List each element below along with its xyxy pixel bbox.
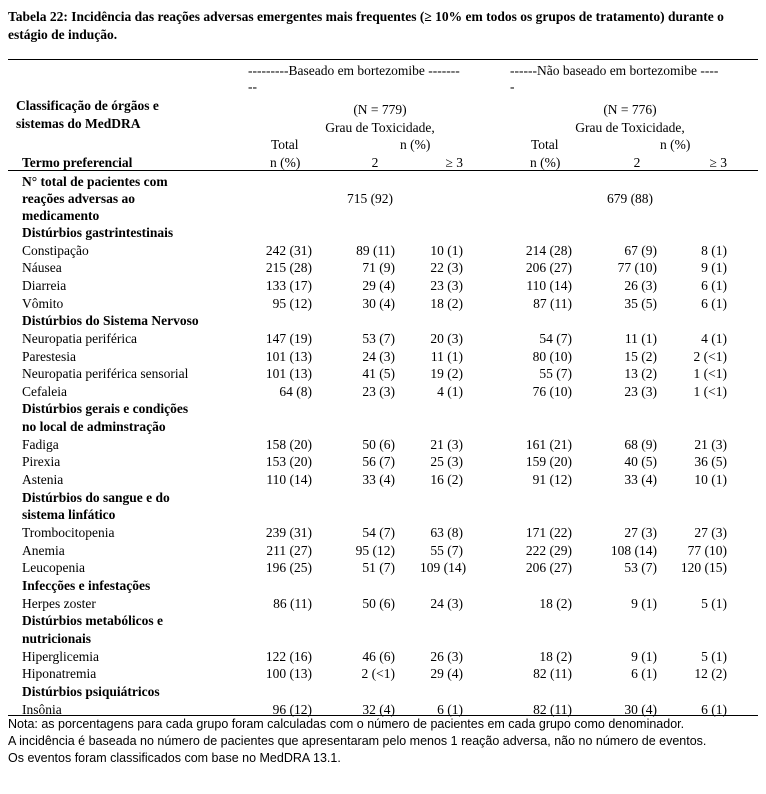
total-row-group1-value: 715 (92)	[346, 191, 394, 206]
value-cell: 21 (3)	[430, 437, 463, 452]
value-cell: 36 (5)	[694, 454, 727, 469]
value-cell: 46 (6)	[362, 649, 395, 664]
note-line: Nota: as porcentagens para cada grupo foram calculadas com o número de pacientes em cada grupo como denominador.	[8, 717, 685, 731]
group2-total-label: Total	[531, 137, 559, 152]
value-cell: 77 (10)	[687, 543, 727, 558]
group1-grade2: 2	[371, 155, 379, 170]
value-cell: 55 (7)	[430, 543, 463, 558]
term-cell: Anemia	[22, 543, 65, 558]
value-cell: 91 (12)	[532, 472, 572, 487]
value-cell: 109 (14)	[420, 560, 467, 575]
value-cell: 108 (14)	[610, 543, 657, 558]
value-cell: 206 (27)	[525, 260, 572, 275]
value-cell: 6 (1)	[701, 296, 727, 311]
table-title: Tabela 22: Incidência das reações adversas emergentes mais frequentes (≥ 10% em todos os grupos de tratamento) durante o estágio de indução.	[8, 9, 724, 42]
value-cell: 161 (21)	[525, 437, 572, 452]
value-cell: 196 (25)	[265, 560, 312, 575]
group2-npct-label: n (%)	[660, 137, 691, 152]
value-cell: 22 (3)	[430, 260, 463, 275]
group1-label-continuation: --	[248, 79, 257, 94]
term-cell: Náusea	[22, 260, 62, 275]
value-cell: 171 (22)	[525, 525, 572, 540]
value-cell: 21 (3)	[694, 437, 727, 452]
term-cell: Astenia	[22, 472, 64, 487]
value-cell: 8 (1)	[701, 243, 727, 258]
value-cell: 100 (13)	[265, 666, 312, 681]
section-heading-line: nutricionais	[22, 631, 92, 646]
section-heading: Distúrbios psiquiátricos	[22, 684, 160, 699]
value-cell: 50 (6)	[362, 437, 395, 452]
group2-label: ------Não baseado em bortezomibe ----	[510, 63, 719, 78]
value-cell: 18 (2)	[430, 296, 463, 311]
value-cell: 30 (4)	[362, 296, 395, 311]
value-cell: 80 (10)	[532, 349, 572, 364]
section-heading: Distúrbios do sangue e do	[22, 490, 170, 505]
value-cell: 5 (1)	[701, 596, 727, 611]
value-cell: 222 (29)	[525, 543, 572, 558]
value-cell: 133 (17)	[265, 278, 312, 293]
value-cell: 12 (2)	[694, 666, 727, 681]
note-line: A incidência é baseada no número de pacientes que apresentaram pelo menos 1 reação adversa, não no número de eventos.	[8, 734, 707, 748]
total-row-group2-value: 679 (88)	[606, 191, 654, 206]
value-cell: 122 (16)	[265, 649, 312, 664]
value-cell: 40 (5)	[624, 454, 657, 469]
value-cell: 6 (1)	[631, 666, 657, 681]
value-cell: 20 (3)	[430, 331, 463, 346]
value-cell: 55 (7)	[539, 366, 572, 381]
value-cell: 35 (5)	[624, 296, 657, 311]
value-cell: 87 (11)	[533, 296, 572, 311]
value-cell: 76 (10)	[532, 384, 572, 399]
value-cell: 239 (31)	[265, 525, 312, 540]
value-cell: 56 (7)	[362, 454, 395, 469]
value-cell: 68 (9)	[624, 437, 657, 452]
term-cell: Cefaleia	[22, 384, 67, 399]
table-top-rule	[8, 59, 758, 60]
value-cell: 5 (1)	[701, 649, 727, 664]
value-cell: 63 (8)	[430, 525, 463, 540]
value-cell: 101 (13)	[265, 349, 312, 364]
value-cell: 29 (4)	[362, 278, 395, 293]
value-cell: 2 (<1)	[693, 349, 727, 364]
value-cell: 25 (3)	[430, 454, 463, 469]
term-cell: Leucopenia	[22, 560, 85, 575]
value-cell: 24 (3)	[362, 349, 395, 364]
value-cell: 51 (7)	[362, 560, 395, 575]
group1-label: ---------Baseado em bortezomibe -------	[248, 63, 460, 78]
total-row-label: N° total de pacientes com	[22, 174, 168, 189]
value-cell: 77 (10)	[617, 260, 657, 275]
group1-n: (N = 779)	[353, 102, 407, 117]
section-heading-line: no local de adminstração	[22, 419, 166, 434]
value-cell: 10 (1)	[694, 472, 727, 487]
value-cell: 211 (27)	[266, 543, 312, 558]
total-row-label-line3: medicamento	[22, 208, 100, 223]
value-cell: 159 (20)	[525, 454, 572, 469]
value-cell: 18 (2)	[539, 649, 572, 664]
term-cell: Trombocitopenia	[22, 525, 115, 540]
value-cell: 64 (8)	[279, 384, 312, 399]
value-cell: 214 (28)	[525, 243, 572, 258]
value-cell: 26 (3)	[624, 278, 657, 293]
value-cell: 89 (11)	[356, 243, 395, 258]
organ-class-label-line2: sistemas do MedDRA	[16, 116, 141, 131]
term-cell: Neuropatia periférica	[22, 331, 138, 346]
value-cell: 10 (1)	[430, 243, 463, 258]
term-cell: Pirexia	[22, 454, 61, 469]
value-cell: 110 (14)	[266, 472, 312, 487]
value-cell: 6 (1)	[701, 702, 727, 717]
value-cell: 82 (11)	[533, 666, 572, 681]
value-cell: 215 (28)	[265, 260, 312, 275]
section-heading: Distúrbios metabólicos e	[22, 613, 163, 628]
value-cell: 206 (27)	[525, 560, 572, 575]
value-cell: 1 (<1)	[693, 366, 727, 381]
term-cell: Neuropatia periférica sensorial	[22, 366, 189, 381]
value-cell: 33 (4)	[624, 472, 657, 487]
value-cell: 54 (7)	[362, 525, 395, 540]
value-cell: 27 (3)	[624, 525, 657, 540]
value-cell: 27 (3)	[694, 525, 727, 540]
value-cell: 6 (1)	[437, 702, 463, 717]
value-cell: 16 (2)	[430, 472, 463, 487]
group2-label-continuation: -	[510, 79, 515, 94]
value-cell: 33 (4)	[362, 472, 395, 487]
group2-grade2: 2	[633, 155, 641, 170]
value-cell: 26 (3)	[430, 649, 463, 664]
table-note	[8, 716, 758, 767]
group2-grade3: ≥ 3	[709, 155, 727, 170]
value-cell: 19 (2)	[430, 366, 463, 381]
group2-total-npct: n (%)	[530, 155, 561, 170]
group1-grade3: ≥ 3	[445, 155, 463, 170]
section-heading: Infecções e infestações	[22, 578, 151, 593]
value-cell: 101 (13)	[265, 366, 312, 381]
value-cell: 2 (<1)	[361, 666, 395, 681]
value-cell: 54 (7)	[539, 331, 572, 346]
group1-total-npct: n (%)	[270, 155, 301, 170]
value-cell: 158 (20)	[265, 437, 312, 452]
group1-npct-label: n (%)	[400, 137, 431, 152]
group1-total-label: Total	[271, 137, 299, 152]
term-cell: Insônia	[22, 702, 62, 717]
group2-toxicity-label: Grau de Toxicidade,	[575, 120, 685, 135]
value-cell: 86 (11)	[273, 596, 312, 611]
value-cell: 29 (4)	[430, 666, 463, 681]
term-cell: Herpes zoster	[22, 596, 96, 611]
section-heading: Distúrbios gerais e condições	[22, 401, 189, 416]
term-cell: Vômito	[22, 296, 64, 311]
term-cell: Fadiga	[22, 437, 59, 452]
section-heading: Distúrbios gastrintestinais	[22, 225, 174, 240]
value-cell: 67 (9)	[624, 243, 657, 258]
value-cell: 9 (1)	[631, 596, 657, 611]
header-bottom-rule	[8, 170, 758, 171]
value-cell: 4 (1)	[701, 331, 727, 346]
group1-toxicity-label: Grau de Toxicidade,	[325, 120, 435, 135]
value-cell: 32 (4)	[362, 702, 395, 717]
value-cell: 110 (14)	[526, 278, 572, 293]
value-cell: 23 (3)	[624, 384, 657, 399]
value-cell: 1 (<1)	[693, 384, 727, 399]
value-cell: 153 (20)	[265, 454, 312, 469]
term-cell: Parestesia	[22, 349, 76, 364]
value-cell: 23 (3)	[362, 384, 395, 399]
section-heading: Distúrbios do Sistema Nervoso	[22, 313, 199, 328]
value-cell: 23 (3)	[430, 278, 463, 293]
value-cell: 71 (9)	[362, 260, 395, 275]
value-cell: 9 (1)	[631, 649, 657, 664]
value-cell: 82 (11)	[533, 702, 572, 717]
value-cell: 9 (1)	[701, 260, 727, 275]
value-cell: 6 (1)	[701, 278, 727, 293]
value-cell: 95 (12)	[355, 543, 395, 558]
value-cell: 41 (5)	[362, 366, 395, 381]
value-cell: 13 (2)	[624, 366, 657, 381]
organ-class-label: Classificação de órgãos e	[16, 98, 159, 113]
value-cell: 53 (7)	[362, 331, 395, 346]
section-heading-line: sistema linfático	[22, 507, 116, 522]
value-cell: 147 (19)	[265, 331, 312, 346]
value-cell: 95 (12)	[272, 296, 312, 311]
value-cell: 96 (12)	[272, 702, 312, 717]
value-cell: 11 (1)	[624, 331, 657, 346]
term-label: Termo preferencial	[22, 155, 133, 170]
term-cell: Constipação	[22, 243, 89, 258]
term-cell: Diarreia	[22, 278, 67, 293]
value-cell: 4 (1)	[437, 384, 463, 399]
value-cell: 24 (3)	[430, 596, 463, 611]
value-cell: 242 (31)	[265, 243, 312, 258]
value-cell: 50 (6)	[362, 596, 395, 611]
total-row-label-line2: reações adversas ao	[22, 191, 135, 206]
value-cell: 120 (15)	[680, 560, 727, 575]
value-cell: 15 (2)	[624, 349, 657, 364]
value-cell: 18 (2)	[539, 596, 572, 611]
term-cell: Hiponatremia	[22, 666, 97, 681]
note-line: Os eventos foram classificados com base no MedDRA 13.1.	[8, 751, 341, 765]
value-cell: 11 (1)	[430, 349, 463, 364]
group2-n: (N = 776)	[603, 102, 657, 117]
value-cell: 30 (4)	[624, 702, 657, 717]
value-cell: 53 (7)	[624, 560, 657, 575]
term-cell: Hiperglicemia	[22, 649, 99, 664]
